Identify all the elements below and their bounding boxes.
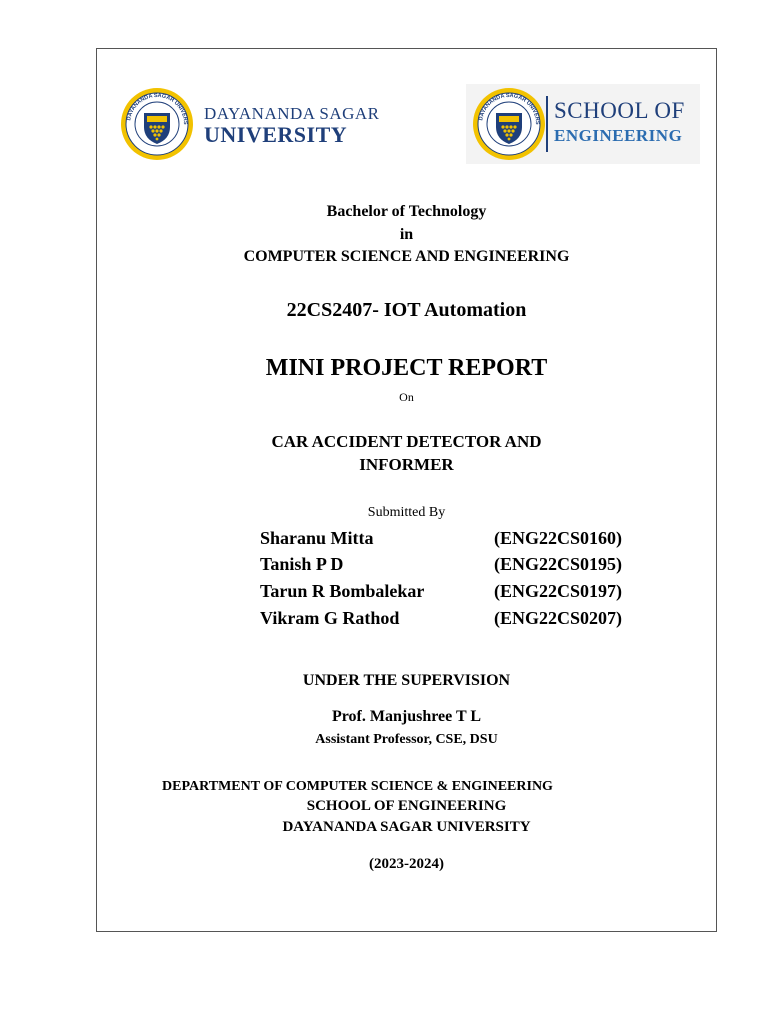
dsu-logo-line2: UNIVERSITY	[204, 122, 348, 147]
university-name: DAYANANDA SAGAR UNIVERSITY	[282, 819, 531, 835]
student-id: (ENG22CS0160)	[494, 528, 623, 548]
dsu-logo-line1: DAYANANDA SAGAR	[204, 104, 380, 123]
university-seal-icon	[120, 87, 194, 161]
student-name: Vikram G Rathod	[260, 608, 400, 628]
department-name: DEPARTMENT OF COMPUTER SCIENCE & ENGINEERING	[162, 779, 553, 794]
degree-line2: in	[399, 226, 414, 243]
academic-year: (2023-2024)	[369, 856, 444, 872]
soe-logo-line2: ENGINEERING	[554, 126, 683, 145]
on-label: On	[399, 390, 414, 404]
school-name: SCHOOL OF ENGINEERING	[306, 798, 507, 814]
dsu-logo	[120, 84, 380, 164]
degree-line3: COMPUTER SCIENCE AND ENGINEERING	[243, 248, 570, 265]
soe-logo-line1: SCHOOL OF	[554, 98, 685, 123]
logo-divider	[546, 96, 548, 152]
supervisor-role: Assistant Professor, CSE, DSU	[315, 732, 498, 747]
degree-line1: Bachelor of Technology	[326, 203, 487, 220]
report-title: MINI PROJECT REPORT	[265, 355, 548, 381]
project-title-line1: CAR ACCIDENT DETECTOR AND	[271, 432, 542, 451]
supervision-heading: UNDER THE SUPERVISION	[302, 672, 511, 689]
student-name: Tarun R Bombalekar	[260, 581, 425, 601]
student-row	[0, 528, 768, 552]
student-name: Sharanu Mitta	[260, 528, 374, 548]
course-code: 22CS2407- IOT Automation	[286, 299, 527, 321]
student-id: (ENG22CS0207)	[494, 608, 623, 628]
student-row	[0, 581, 768, 605]
school-seal-icon	[472, 87, 546, 161]
submitted-by-label: Submitted By	[367, 505, 446, 520]
student-name: Tanish P D	[260, 554, 344, 574]
svg-text:DAYANANDA SAGAR UNIVERSITY: DAYANANDA SAGAR UNIVERS	[478, 92, 541, 125]
student-id: (ENG22CS0195)	[494, 554, 623, 574]
student-row	[0, 608, 768, 632]
soe-logo	[466, 84, 700, 164]
supervisor-name: Prof. Manjushree T L	[331, 708, 482, 725]
student-row	[0, 554, 768, 578]
svg-text:DAYANANDA SAGAR UNIVERSITY: DAYANANDA SAGAR UNIVERS	[126, 92, 189, 125]
student-id: (ENG22CS0197)	[494, 581, 623, 601]
project-title-line2: INFORMER	[359, 455, 454, 474]
